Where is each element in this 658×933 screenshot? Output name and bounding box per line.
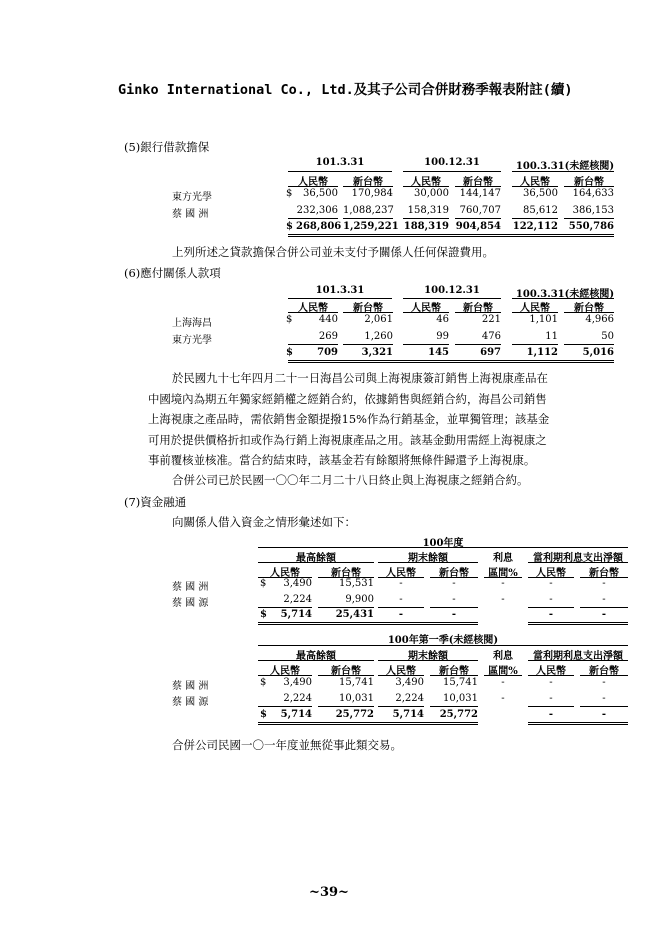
total-cell: - [601,709,607,720]
group-header: 最高餘額 [296,651,336,662]
cell: 15,741 [443,677,478,688]
section-6-title: (6)應付關係人款項 [124,266,221,280]
cell: 10,031 [443,693,478,704]
period-header: 100.12.31 [424,157,480,168]
col-header: 新台幣 [574,303,604,314]
cell: 4,966 [585,314,614,325]
cell: 2,224 [395,693,424,704]
cell: 2,224 [283,693,312,704]
cell: - [452,578,456,589]
cell: 15,741 [339,677,374,688]
col-header: 人民幣 [536,568,566,579]
total-cell: - [451,609,457,620]
col-header: 人民幣 [520,303,550,314]
cell: 158,319 [407,205,449,216]
cell: - [549,594,553,605]
cell: 164,633 [572,188,614,199]
total-cell: 122,112 [512,221,558,232]
total-cell: 5,714 [392,709,424,720]
col-header: 人民幣 [411,303,441,314]
period-header: 100.12.31 [424,285,480,296]
total-cell: 145 [428,347,449,358]
paragraph-line: 可用於提供價格折扣或作為行銷上海視康產品之用。該基金動用需經上海視康之 [148,432,547,447]
total-cell: - [548,609,554,620]
total-cell: 25,431 [335,609,374,620]
total-cell: 904,854 [455,221,501,232]
total-cell: 550,786 [568,221,614,232]
total-cell: 1,259,221 [343,221,399,232]
cell: 144,147 [459,188,501,199]
row-label: 蔡 國 源 [172,598,209,609]
paragraph-line: 上海視康之產品時，需依銷售金額提撥15%作為行銷基金，並單獨管理；該基金 [148,412,550,426]
total-cell: 5,714 [280,709,312,720]
s7-note: 合併公司民國一〇一年度並無從事此類交易。 [172,738,402,752]
col-header: 人民幣 [270,666,300,677]
cell: 11 [545,331,558,342]
cell: - [452,594,456,605]
paragraph-line: 事前覆核並核准。當合約結束時，該基金若有餘額將無條件歸還予上海視康。 [148,453,536,467]
contract-termination-note: 合併公司已於民國一〇〇年二月二十八日終止與上海視康之經銷合約。 [172,473,529,487]
col-header: 新台幣 [589,568,619,579]
col-header: 新台幣 [574,177,604,188]
col-header: 新台幣 [463,303,493,314]
total-cell: 1,112 [526,347,558,358]
cell: 3,490 [395,677,424,688]
total-cell: - [548,709,554,720]
cell: 36,500 [303,188,338,199]
rate-header: 區間% [488,666,518,677]
cell: - [602,677,606,688]
col-header: 新台幣 [589,666,619,677]
cell: 10,031 [339,693,374,704]
contract-paragraph [148,368,617,471]
col-header: 新台幣 [439,568,469,579]
cell: - [501,578,505,589]
cell: 3,490 [283,578,312,589]
period-header: 100年度 [422,538,464,549]
cell: 440 [318,314,338,325]
period-header: 101.3.31 [315,285,365,296]
total-cell: 697 [480,347,501,358]
page-number: ~39~ [309,885,349,900]
group-header: 當利期利息支出淨額 [533,651,623,662]
total-cell: - [398,609,404,620]
row-label: 上海海昌 [172,318,212,329]
col-header: 人民幣 [386,666,416,677]
total-cell: 25,772 [335,709,374,720]
col-header: 人民幣 [298,177,328,188]
total-cell: 3,321 [361,347,393,358]
col-header: 新台幣 [353,177,383,188]
col-header: 人民幣 [386,568,416,579]
col-header: 新台幣 [353,303,383,314]
total-cell: 5,714 [280,609,312,620]
cell: - [602,594,606,605]
col-header: 人民幣 [411,177,441,188]
page-header: Ginko International Co., Ltd.及其子公司合併財務季報表附註(續) [118,82,573,98]
group-header: 最高餘額 [296,553,336,564]
group-header: 利息 [493,651,513,662]
period-header: 100.3.31(未經核閱) [515,161,615,172]
total-cell: 268,806 [296,221,342,232]
row-label: 蔡 國 源 [172,697,209,708]
group-header: 利息 [493,553,513,564]
cell: - [501,693,505,704]
period-header: 100.3.31(未經核閱) [515,289,615,300]
row-label: 東方光學 [172,192,212,203]
period-header: 100年第一季(未經核閱) [387,635,499,646]
col-header: 人民幣 [298,303,328,314]
total-cell: 25,772 [439,709,478,720]
s5-note: 上列所述之貸款擔保合併公司並未支付予關係人任何保證費用。 [172,245,494,259]
col-header: 新台幣 [439,666,469,677]
cell: 1,088,237 [343,205,394,216]
total-cell: 709 [317,347,338,358]
cell: 386,153 [572,205,614,216]
cell: 15,531 [339,578,374,589]
col-header: 人民幣 [270,568,300,579]
cell: 2,061 [364,314,393,325]
row-label: 蔡 國 洲 [172,209,209,220]
cell: - [501,594,505,605]
cell: - [602,578,606,589]
total-cell: 5,016 [582,347,614,358]
col-header: 人民幣 [536,666,566,677]
cell: 30,000 [414,188,449,199]
cell: 50 [601,331,614,342]
group-header: 期末餘額 [408,553,448,564]
cell: 2,224 [283,594,312,605]
section-7-title: (7)資金融通 [124,495,187,509]
cell: 36,500 [523,188,558,199]
col-header: 新台幣 [331,568,361,579]
cell: 3,490 [283,677,312,688]
cell: 269 [318,331,338,342]
rate-header: 區間% [488,568,518,579]
cell: 760,707 [459,205,501,216]
col-header: 新台幣 [331,666,361,677]
total-cell: - [601,609,607,620]
cell: - [549,578,553,589]
cell: - [399,594,403,605]
cell: 170,984 [351,188,393,199]
group-header: 當利期利息支出淨額 [533,553,623,564]
total-cell: 188,319 [403,221,449,232]
col-header: 新台幣 [463,177,493,188]
cell: 99 [436,331,449,342]
period-header: 101.3.31 [315,157,365,168]
row-label: 東方光學 [172,335,212,346]
cell: 85,612 [523,205,558,216]
cell: - [399,578,403,589]
paragraph-line: 於民國九十七年四月二十一日海昌公司與上海視康簽訂銷售上海視康產品在 [172,371,548,385]
cell: 221 [481,314,501,325]
cell: - [501,677,505,688]
cell: - [602,693,606,704]
paragraph-line: 中國境內為期五年獨家經銷權之經銷合約，依據銷售與經銷合約，海昌公司銷售 [148,391,547,406]
cell: - [549,677,553,688]
cell: 1,260 [364,331,393,342]
cell: 9,900 [345,594,374,605]
cell: 476 [481,331,501,342]
cell: 1,101 [529,314,558,325]
cell: 232,306 [296,205,338,216]
cell: 46 [436,314,449,325]
col-header: 人民幣 [520,177,550,188]
s7-intro: 向關係人借入資金之情形彙述如下： [172,515,356,529]
group-header: 期末餘額 [408,651,448,662]
cell: - [549,693,553,704]
section-5-title: (5)銀行借款擔保 [124,140,210,154]
row-label: 蔡 國 洲 [172,582,209,593]
row-label: 蔡 國 洲 [172,681,209,692]
